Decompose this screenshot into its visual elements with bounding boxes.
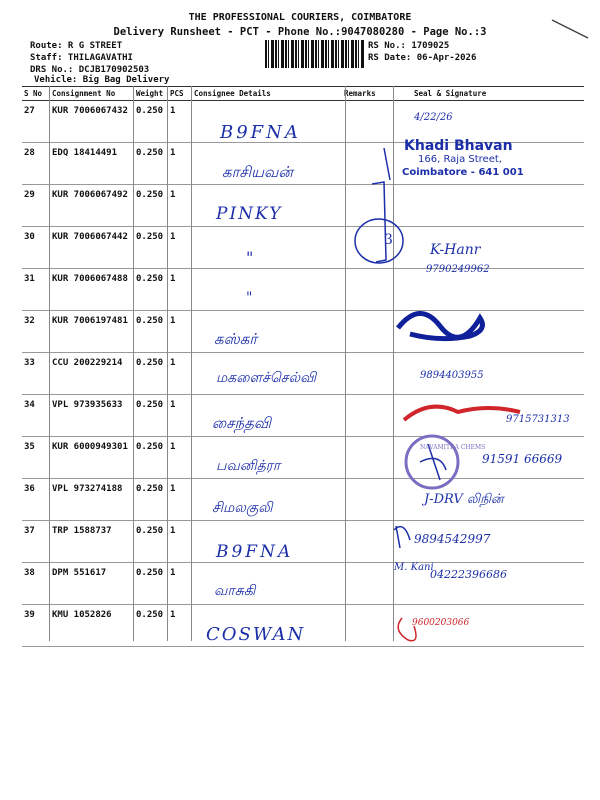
signature-phone: 9600203066 (412, 618, 470, 628)
row-pcs: 1 (168, 311, 192, 353)
row-weight: 0.250 (134, 437, 168, 479)
handwritten-consignee: கஸ்கர் (214, 330, 258, 348)
row-sno: 31 (22, 269, 50, 311)
row-pcs: 1 (168, 605, 192, 647)
row-sno: 29 (22, 185, 50, 227)
staff-label: Staff: THILAGAVATHI (30, 53, 133, 63)
handwritten-consignee: மகளைச்செல்வி (216, 370, 317, 386)
row-consignment: KUR 7006067432 (50, 101, 134, 143)
row-weight: 0.250 (134, 479, 168, 521)
row-sno: 39 (22, 605, 50, 647)
seal-mark (384, 148, 390, 180)
row-consignment: VPL 973935633 (50, 395, 134, 437)
signature-phone: 91591 66669 (482, 452, 563, 466)
row-pcs: 1 (168, 227, 192, 269)
signature-name: J-DRV லிநின் (424, 492, 504, 507)
row-consignment: KUR 7006067488 (50, 269, 134, 311)
row-consignment: KUR 7006197481 (50, 311, 134, 353)
row-sno: 35 (22, 437, 50, 479)
row-pcs: 1 (168, 479, 192, 521)
corner-mark (552, 20, 588, 38)
signature-phone: 9894403955 (420, 370, 484, 381)
stamp-text: NAVAMITRA CHEMS (420, 444, 486, 451)
seal-street: 166, Raja Street, (418, 154, 502, 165)
seal-initial: 4/22/26 (414, 112, 453, 123)
remarks-circle (355, 219, 403, 263)
runsheet-subtitle: Delivery Runsheet - PCT - Phone No.:9047080280 - Page No.:3 (113, 26, 487, 38)
row-sno: 28 (22, 143, 50, 185)
handwritten-consignee: " (246, 290, 253, 306)
row-pcs: 1 (168, 101, 192, 143)
row-pcs: 1 (168, 269, 192, 311)
row-consignment: KMU 1052826 (50, 605, 134, 647)
handwritten-consignee: பவனித்ரா (216, 458, 281, 474)
row-pcs: 1 (168, 563, 192, 605)
row-consignment: KUR 7006067442 (50, 227, 134, 269)
row-sno: 34 (22, 395, 50, 437)
drs-number: DRS No.: DCJB170902503 (30, 65, 150, 75)
row-sno: 33 (22, 353, 50, 395)
row-weight: 0.250 (134, 311, 168, 353)
signature-phone: 9790249962 (426, 264, 490, 275)
handwritten-consignee: வாசுகி (214, 583, 256, 599)
row-weight: 0.250 (134, 185, 168, 227)
signature-phone: 04222396686 (430, 568, 507, 581)
signature-scribble (398, 313, 482, 338)
row-pcs: 1 (168, 143, 192, 185)
row-consignment: VPL 973274188 (50, 479, 134, 521)
vehicle-label: Vehicle: Big Bag Delivery (34, 75, 170, 85)
signature-name: M. Kani (394, 562, 434, 573)
row-pcs: 1 (168, 185, 192, 227)
row-sno: 30 (22, 227, 50, 269)
row-sno: 36 (22, 479, 50, 521)
header-consignment: Consignment No (50, 87, 134, 101)
header-consignee: Consignee Details (192, 87, 342, 101)
signature-red (404, 407, 520, 420)
row-weight: 0.250 (134, 521, 168, 563)
row-weight: 0.250 (134, 269, 168, 311)
row-weight: 0.250 (134, 395, 168, 437)
row-consignment: KUR 7006067492 (50, 185, 134, 227)
handwritten-consignee: சிமலகுலி (212, 500, 273, 516)
header-signature: Seal & Signature (394, 87, 584, 101)
seal-city: Coimbatore - 641 001 (402, 167, 524, 178)
row-sno: 32 (22, 311, 50, 353)
signature-phone: 9894542997 (414, 532, 491, 546)
header-sno: S No (22, 87, 50, 101)
row-sno: 27 (22, 101, 50, 143)
seal-name: Khadi Bhavan (404, 138, 513, 154)
company-title: THE PROFESSIONAL COURIERS, COIMBATORE (188, 12, 412, 23)
header-pcs: PCS (168, 87, 192, 101)
row-weight: 0.250 (134, 353, 168, 395)
handwritten-consignee: PINKY (216, 204, 283, 224)
remarks-circle-number: 3 (384, 232, 393, 248)
row-sno: 37 (22, 521, 50, 563)
row-pcs: 1 (168, 395, 192, 437)
row-weight: 0.250 (134, 563, 168, 605)
row-weight: 0.250 (134, 605, 168, 647)
handwritten-consignee: B9FNA (220, 122, 301, 143)
handwritten-consignee: " (246, 248, 254, 267)
handwritten-consignee: B9FNA (216, 542, 294, 562)
row-consignment: DPM 551617 (50, 563, 134, 605)
rs-date: RS Date: 06-Apr-2026 (368, 53, 477, 63)
rs-number: RS No.: 1709025 (368, 41, 450, 51)
row-weight: 0.250 (134, 101, 168, 143)
row-pcs: 1 (168, 521, 192, 563)
row-consignment: EDQ 18414491 (50, 143, 134, 185)
signature-name: K-Hanr (430, 242, 481, 258)
row-consignment: TRP 1588737 (50, 521, 134, 563)
route-label: Route: R G STREET (30, 41, 123, 51)
header-weight: Weight (134, 87, 168, 101)
header-remarks: Remarks (342, 87, 394, 101)
row-pcs: 1 (168, 353, 192, 395)
row-pcs: 1 (168, 437, 192, 479)
row-weight: 0.250 (134, 227, 168, 269)
signature-phone: 9715731313 (506, 414, 570, 425)
handwritten-consignee: COSWAN (206, 624, 306, 645)
handwritten-consignee: சைந்தவி (212, 414, 271, 432)
row-consignment: KUR 6000949301 (50, 437, 134, 479)
bracket-mark (372, 182, 386, 262)
row-weight: 0.250 (134, 143, 168, 185)
row-consignment: CCU 200229214 (50, 353, 134, 395)
signature-mark (394, 526, 410, 548)
row-sno: 38 (22, 563, 50, 605)
handwritten-consignee: காசியவன் (222, 163, 293, 181)
